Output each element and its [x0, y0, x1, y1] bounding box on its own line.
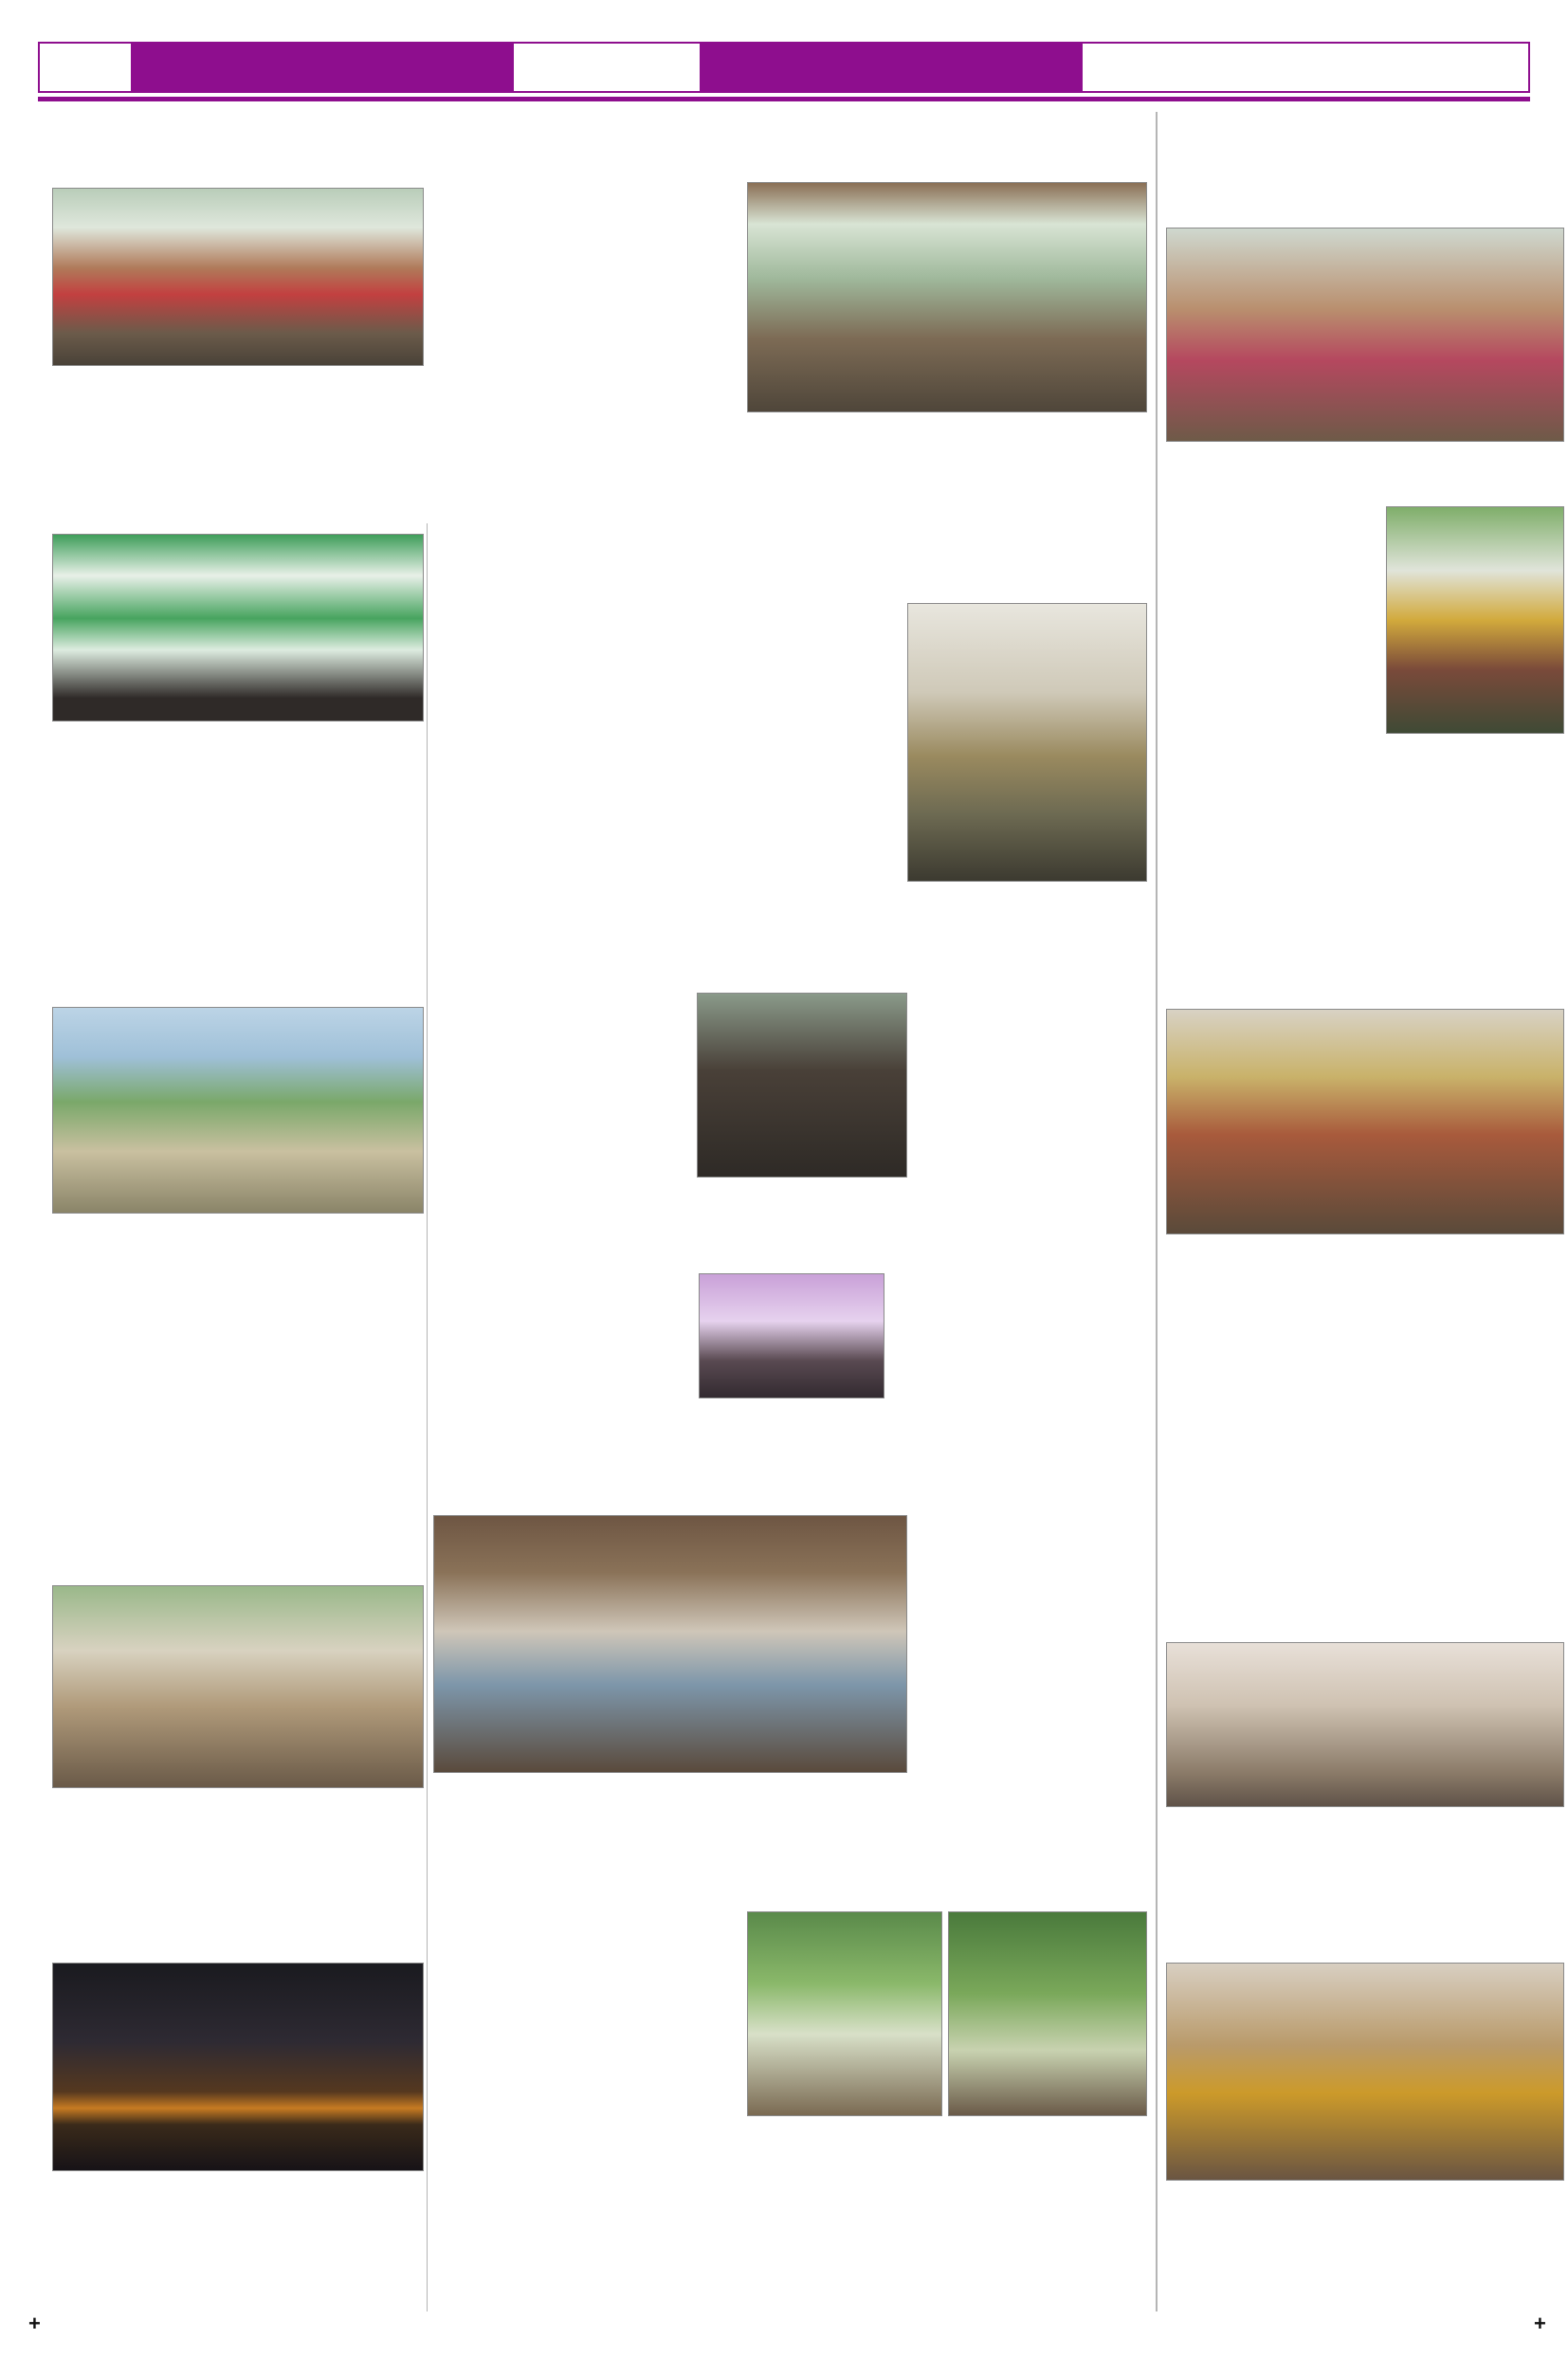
story-punctuality-body	[1166, 446, 1564, 506]
byline-clean-minister	[436, 1908, 744, 1946]
headline-amaravati-bill	[433, 901, 1147, 959]
story-good-friday-body3	[894, 1270, 1147, 1443]
newspaper-logo	[514, 44, 700, 91]
headline-megaphone-donation	[52, 1549, 424, 1580]
story-cases-withdrawn-body	[1166, 1811, 1564, 1923]
headline-cleanliness	[433, 1841, 1147, 1902]
masthead-rule	[38, 97, 1530, 101]
photo-director-statement	[697, 993, 907, 1178]
masthead-bar-right	[700, 44, 1083, 91]
photo-collector-review-meeting	[433, 1515, 907, 1773]
byline-collector-ramsundar	[915, 1547, 1147, 1566]
print-calibration-bottom	[38, 2319, 1530, 2334]
headline-amaravati-capital	[1166, 954, 1564, 984]
photo-police-inauguration	[907, 603, 1147, 882]
page-number	[40, 44, 131, 91]
edition-date	[1083, 44, 1528, 91]
byline-celebrations	[1166, 986, 1564, 1005]
story-vamsadhara-inspection-body	[52, 1219, 424, 1544]
story-megaphone-body	[52, 1794, 424, 1923]
byline-clean-sweep	[436, 1946, 744, 1964]
story-online-frauds-body	[433, 605, 898, 882]
story-amaravati-bill-body2	[917, 990, 1147, 1178]
byline-director-appalanaidu	[433, 963, 831, 984]
photo-chairman-portrait	[699, 1273, 884, 1398]
photo-displaced-group	[1166, 1642, 1564, 1807]
story-good-friday-body1	[433, 1270, 689, 1443]
masthead	[38, 42, 1530, 93]
story-army-jawan-body1	[1166, 567, 1382, 734]
headline-el-nino	[433, 1449, 1147, 1506]
story-el-nino-body2	[433, 1777, 1147, 1836]
headline-army-jawan	[1166, 512, 1382, 542]
photo-ysr-press-meet	[52, 534, 424, 722]
photo-party-rally-flags	[1166, 1009, 1564, 1234]
headline-passbooks	[1166, 1927, 1564, 1959]
story-amaravati-capital-body	[1166, 1238, 1564, 1599]
story-passbooks-body	[1166, 2184, 1564, 2313]
photo-revenue-officials-field	[52, 1007, 424, 1214]
headline-online-frauds	[433, 520, 1147, 576]
byline-el-nino-points	[915, 1509, 1147, 1547]
story-amaravati-bill-body1	[433, 990, 687, 1178]
column-divider-left	[427, 523, 428, 2311]
headline-women-literacy	[52, 116, 1147, 161]
headline-street-celebrations	[52, 1927, 424, 1957]
photo-night-celebration	[52, 1963, 424, 2171]
crop-mark-left: +	[28, 2311, 41, 2335]
byline-collector-inspection	[1166, 203, 1564, 224]
headline-punctuality	[1166, 125, 1564, 201]
story-cleanliness-body1	[433, 1970, 741, 2118]
story-army-jawan-body2	[1166, 738, 1564, 950]
crop-mark-right: +	[1534, 2311, 1546, 2335]
byline-villagers-welcome	[1166, 546, 1382, 565]
story-mla-remarks-body	[52, 726, 424, 937]
story-street-celebrations-body	[52, 2177, 424, 2311]
headline-cases-withdrawn	[1166, 1604, 1564, 1636]
story-women-literacy-body-mid	[433, 186, 737, 516]
photo-cleanliness-drive-2	[948, 1911, 1147, 2116]
column-divider-right	[1156, 112, 1158, 2311]
headline-mla-remarks	[52, 501, 424, 529]
story-women-literacy-body-left	[52, 372, 424, 497]
photo-passbook-distribution	[1166, 1963, 1564, 2181]
photo-jawan-garland	[1386, 506, 1564, 734]
byline-sp-damodar	[433, 580, 746, 601]
photo-secretariat-inspection	[1166, 228, 1564, 442]
story-cleanliness-body2	[433, 2122, 1147, 2311]
photo-minister-felicitation	[52, 188, 424, 366]
byline-zp-chairman	[433, 1246, 850, 1267]
photo-cleanliness-drive-1	[747, 1911, 942, 2116]
photo-audience-hall	[747, 182, 1147, 412]
headline-vamsadhara-inspection	[52, 939, 424, 1001]
story-good-friday-body2	[699, 1402, 884, 1443]
story-women-literacy-body-right	[747, 418, 1147, 517]
photo-school-megaphone	[52, 1585, 424, 1788]
masthead-bar-left	[131, 44, 514, 91]
story-el-nino-body1	[915, 1570, 1147, 1773]
headline-good-friday	[433, 1183, 1147, 1242]
